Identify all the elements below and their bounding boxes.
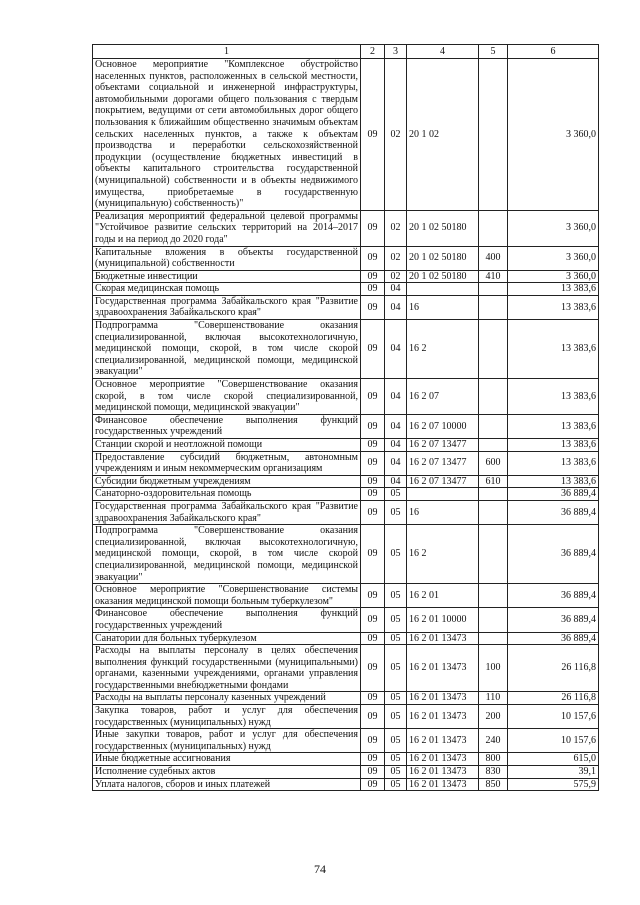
row-expense-type-cell xyxy=(479,283,508,296)
table-row xyxy=(93,246,599,270)
row-section-cell: 09 xyxy=(361,729,385,753)
row-section-cell: 09 xyxy=(361,210,385,246)
row-expense-type-cell xyxy=(479,295,508,319)
table-row xyxy=(93,210,599,246)
row-amount-cell: 13 383,6 xyxy=(508,320,599,379)
row-expense-type-cell: 100 xyxy=(479,645,508,692)
row-expense-type-cell xyxy=(479,414,508,438)
row-expense-type-cell xyxy=(479,59,508,211)
row-target-article-cell: 16 2 xyxy=(407,525,479,584)
row-section-cell: 09 xyxy=(361,59,385,211)
row-section-cell: 09 xyxy=(361,451,385,475)
row-section-cell: 09 xyxy=(361,246,385,270)
row-target-article-cell: 16 2 xyxy=(407,320,479,379)
table-row xyxy=(93,525,599,584)
row-subsection-cell: 05 xyxy=(385,525,407,584)
row-name-cell: Скорая медицинская помощь xyxy=(93,283,361,296)
row-target-article-cell: 16 2 07 13477 xyxy=(407,451,479,475)
row-expense-type-cell: 410 xyxy=(479,270,508,283)
row-name-cell: Уплата налогов, сборов и иных платежей xyxy=(93,778,361,791)
row-subsection-cell: 04 xyxy=(385,283,407,296)
row-expense-type-cell: 200 xyxy=(479,705,508,729)
table-row xyxy=(93,295,599,319)
row-section-cell: 09 xyxy=(361,320,385,379)
row-expense-type-cell xyxy=(479,210,508,246)
row-target-article-cell xyxy=(407,283,479,296)
row-subsection-cell: 05 xyxy=(385,766,407,779)
row-subsection-cell: 05 xyxy=(385,705,407,729)
row-section-cell: 09 xyxy=(361,705,385,729)
row-expense-type-cell xyxy=(479,632,508,645)
row-target-article-cell: 16 2 01 xyxy=(407,584,479,608)
row-expense-type-cell: 240 xyxy=(479,729,508,753)
row-expense-type-cell xyxy=(479,320,508,379)
row-section-cell: 09 xyxy=(361,778,385,791)
row-name-cell: Бюджетные инвестиции xyxy=(93,270,361,283)
table-row xyxy=(93,608,599,632)
row-subsection-cell: 04 xyxy=(385,439,407,452)
table-header-row xyxy=(93,45,599,59)
row-target-article-cell: 16 2 07 13477 xyxy=(407,439,479,452)
row-subsection-cell: 02 xyxy=(385,59,407,211)
row-section-cell: 09 xyxy=(361,379,385,415)
row-subsection-cell: 04 xyxy=(385,379,407,415)
row-name-cell: Основное мероприятие "Комплексное обустройство населенных пунктов, расположенных в сельской местности, объектами социальной и инженерной инфраструктуры, автомобильными дорогами общего пользования с твердым покрытием, ведущими от сети автомобильных дорог общего пользования к ближайшим общественно значимым объектам сельских населенных пунктов, а также к объектам производства и переработки сельскохозяйственной продукции (осуществление бюджетных инвестиций в объекты капитального строительства государственной (муниципальной) собственности и в объекты недвижимого имущества, приобретаемые в государственную (муниципальную) собственность)" xyxy=(93,59,361,211)
row-subsection-cell: 04 xyxy=(385,320,407,379)
row-subsection-cell: 05 xyxy=(385,584,407,608)
row-expense-type-cell: 110 xyxy=(479,692,508,705)
table-row xyxy=(93,705,599,729)
row-name-cell: Государственная программа Забайкальского края "Развитие здравоохранения Забайкальского края" xyxy=(93,295,361,319)
row-expense-type-cell: 600 xyxy=(479,451,508,475)
header-col-name: 1 xyxy=(93,45,361,59)
row-section-cell: 09 xyxy=(361,295,385,319)
row-amount-cell: 3 360,0 xyxy=(508,246,599,270)
row-target-article-cell xyxy=(407,488,479,501)
row-amount-cell: 3 360,0 xyxy=(508,270,599,283)
row-subsection-cell: 04 xyxy=(385,451,407,475)
row-expense-type-cell xyxy=(479,379,508,415)
header-col-expense-type: 5 xyxy=(479,45,508,59)
row-target-article-cell: 16 2 01 13473 xyxy=(407,729,479,753)
row-subsection-cell: 05 xyxy=(385,729,407,753)
row-amount-cell: 10 157,6 xyxy=(508,705,599,729)
row-subsection-cell: 05 xyxy=(385,778,407,791)
row-name-cell: Закупка товаров, работ и услуг для обеспечения государственных (муниципальных) нужд xyxy=(93,705,361,729)
row-target-article-cell: 16 2 01 13473 xyxy=(407,753,479,766)
budget-table xyxy=(92,44,599,791)
row-expense-type-cell xyxy=(479,488,508,501)
header-col-subsection: 3 xyxy=(385,45,407,59)
row-name-cell: Реализация мероприятий федеральной целевой программы "Устойчивое развитие сельских территорий на 2014–2017 годы и на период до 2020 года" xyxy=(93,210,361,246)
row-section-cell: 09 xyxy=(361,475,385,488)
table-row xyxy=(93,270,599,283)
table-row xyxy=(93,475,599,488)
row-section-cell: 09 xyxy=(361,753,385,766)
row-name-cell: Станции скорой и неотложной помощи xyxy=(93,439,361,452)
row-subsection-cell: 05 xyxy=(385,753,407,766)
row-amount-cell: 13 383,6 xyxy=(508,475,599,488)
row-amount-cell: 36 889,4 xyxy=(508,525,599,584)
row-target-article-cell: 16 2 07 13477 xyxy=(407,475,479,488)
table-row xyxy=(93,645,599,692)
row-subsection-cell: 02 xyxy=(385,210,407,246)
row-target-article-cell: 16 2 01 13473 xyxy=(407,778,479,791)
row-amount-cell: 39,1 xyxy=(508,766,599,779)
row-amount-cell: 13 383,6 xyxy=(508,439,599,452)
row-subsection-cell: 04 xyxy=(385,295,407,319)
row-expense-type-cell xyxy=(479,500,508,524)
row-name-cell: Санатории для больных туберкулезом xyxy=(93,632,361,645)
row-expense-type-cell: 400 xyxy=(479,246,508,270)
row-subsection-cell: 05 xyxy=(385,488,407,501)
row-name-cell: Санаторно-оздоровительная помощь xyxy=(93,488,361,501)
table-row xyxy=(93,320,599,379)
row-target-article-cell: 20 1 02 50180 xyxy=(407,246,479,270)
row-subsection-cell: 05 xyxy=(385,692,407,705)
row-section-cell: 09 xyxy=(361,766,385,779)
row-section-cell: 09 xyxy=(361,283,385,296)
row-section-cell: 09 xyxy=(361,692,385,705)
row-name-cell: Расходы на выплаты персоналу казенных учреждений xyxy=(93,692,361,705)
table-row xyxy=(93,488,599,501)
row-subsection-cell: 02 xyxy=(385,270,407,283)
row-expense-type-cell: 830 xyxy=(479,766,508,779)
row-expense-type-cell: 850 xyxy=(479,778,508,791)
row-amount-cell: 13 383,6 xyxy=(508,379,599,415)
table-row xyxy=(93,439,599,452)
row-subsection-cell: 04 xyxy=(385,475,407,488)
table-row xyxy=(93,414,599,438)
row-section-cell: 09 xyxy=(361,632,385,645)
row-target-article-cell: 20 1 02 50180 xyxy=(407,270,479,283)
row-name-cell: Субсидии бюджетным учреждениям xyxy=(93,475,361,488)
row-section-cell: 09 xyxy=(361,500,385,524)
table-row xyxy=(93,584,599,608)
row-name-cell: Исполнение судебных актов xyxy=(93,766,361,779)
row-name-cell: Финансовое обеспечение выполнения функций государственных учреждений xyxy=(93,608,361,632)
table-row xyxy=(93,766,599,779)
row-expense-type-cell xyxy=(479,608,508,632)
row-subsection-cell: 05 xyxy=(385,632,407,645)
row-section-cell: 09 xyxy=(361,584,385,608)
row-name-cell: Капитальные вложения в объекты государственной (муниципальной) собственности xyxy=(93,246,361,270)
row-name-cell: Предоставление субсидий бюджетным, автономным учреждениям и иным некоммерческим организациям xyxy=(93,451,361,475)
row-name-cell: Государственная программа Забайкальского края "Развитие здравоохранения Забайкальского края" xyxy=(93,500,361,524)
row-name-cell: Расходы на выплаты персоналу в целях обеспечения выполнения функций государственными (муниципальными) органами, казенными учреждениями, органами управления государственными внебюджетными фондами xyxy=(93,645,361,692)
table-body xyxy=(93,59,599,791)
row-amount-cell: 36 889,4 xyxy=(508,500,599,524)
row-name-cell: Финансовое обеспечение выполнения функций государственных учреждений xyxy=(93,414,361,438)
row-amount-cell: 575,9 xyxy=(508,778,599,791)
row-expense-type-cell xyxy=(479,525,508,584)
row-section-cell: 09 xyxy=(361,270,385,283)
row-section-cell: 09 xyxy=(361,645,385,692)
row-amount-cell: 10 157,6 xyxy=(508,729,599,753)
page-number: 74 xyxy=(314,862,326,876)
row-subsection-cell: 05 xyxy=(385,500,407,524)
row-amount-cell: 36 889,4 xyxy=(508,608,599,632)
header-col-section: 2 xyxy=(361,45,385,59)
row-section-cell: 09 xyxy=(361,525,385,584)
row-target-article-cell: 16 xyxy=(407,295,479,319)
row-section-cell: 09 xyxy=(361,608,385,632)
table-row xyxy=(93,500,599,524)
table-row xyxy=(93,632,599,645)
row-name-cell: Иные закупки товаров, работ и услуг для обеспечения государственных (муниципальных) нужд xyxy=(93,729,361,753)
row-amount-cell: 26 116,8 xyxy=(508,692,599,705)
row-name-cell: Основное мероприятие "Совершенствование оказания скорой, в том числе скорой специализированной, медицинской помощи, медицинской эвакуации" xyxy=(93,379,361,415)
row-amount-cell: 13 383,6 xyxy=(508,414,599,438)
row-target-article-cell: 16 2 01 13473 xyxy=(407,692,479,705)
row-amount-cell: 13 383,6 xyxy=(508,451,599,475)
row-target-article-cell: 16 xyxy=(407,500,479,524)
row-section-cell: 09 xyxy=(361,488,385,501)
table-row xyxy=(93,692,599,705)
row-target-article-cell: 16 2 01 13473 xyxy=(407,705,479,729)
table-row xyxy=(93,451,599,475)
row-target-article-cell: 20 1 02 50180 xyxy=(407,210,479,246)
row-amount-cell: 3 360,0 xyxy=(508,210,599,246)
table-row xyxy=(93,729,599,753)
row-target-article-cell: 16 2 01 13473 xyxy=(407,645,479,692)
header-col-amount: 6 xyxy=(508,45,599,59)
row-section-cell: 09 xyxy=(361,414,385,438)
row-amount-cell: 36 889,4 xyxy=(508,584,599,608)
row-section-cell: 09 xyxy=(361,439,385,452)
table-row xyxy=(93,753,599,766)
row-name-cell: Основное мероприятие "Совершенствование системы оказания медицинской помощи больным туберкулезом" xyxy=(93,584,361,608)
row-name-cell: Подпрограмма "Совершенствование оказания специализированной, включая высокотехнологичную, медицинской помощи, скорой, в том числе скорой специализированной, медицинской помощи, медицинской эвакуации" xyxy=(93,320,361,379)
row-subsection-cell: 02 xyxy=(385,246,407,270)
table-row xyxy=(93,59,599,211)
row-name-cell: Иные бюджетные ассигнования xyxy=(93,753,361,766)
row-amount-cell: 615,0 xyxy=(508,753,599,766)
row-target-article-cell: 16 2 07 xyxy=(407,379,479,415)
row-target-article-cell: 16 2 01 13473 xyxy=(407,766,479,779)
row-expense-type-cell: 800 xyxy=(479,753,508,766)
row-target-article-cell: 16 2 07 10000 xyxy=(407,414,479,438)
row-name-cell: Подпрограмма "Совершенствование оказания специализированной, включая высокотехнологичную, медицинской помощи, скорой, в том числе скорой специализированной, медицинской помощи, медицинской эвакуации" xyxy=(93,525,361,584)
row-amount-cell: 36 889,4 xyxy=(508,488,599,501)
row-expense-type-cell: 610 xyxy=(479,475,508,488)
row-target-article-cell: 16 2 01 10000 xyxy=(407,608,479,632)
row-target-article-cell: 20 1 02 xyxy=(407,59,479,211)
row-amount-cell: 26 116,8 xyxy=(508,645,599,692)
table-row xyxy=(93,778,599,791)
row-amount-cell: 3 360,0 xyxy=(508,59,599,211)
table-row xyxy=(93,283,599,296)
row-expense-type-cell xyxy=(479,584,508,608)
row-subsection-cell: 04 xyxy=(385,414,407,438)
row-amount-cell: 13 383,6 xyxy=(508,295,599,319)
row-subsection-cell: 05 xyxy=(385,645,407,692)
table-row xyxy=(93,379,599,415)
row-amount-cell: 13 383,6 xyxy=(508,283,599,296)
row-amount-cell: 36 889,4 xyxy=(508,632,599,645)
header-col-target-article: 4 xyxy=(407,45,479,59)
row-subsection-cell: 05 xyxy=(385,608,407,632)
row-expense-type-cell xyxy=(479,439,508,452)
row-target-article-cell: 16 2 01 13473 xyxy=(407,632,479,645)
